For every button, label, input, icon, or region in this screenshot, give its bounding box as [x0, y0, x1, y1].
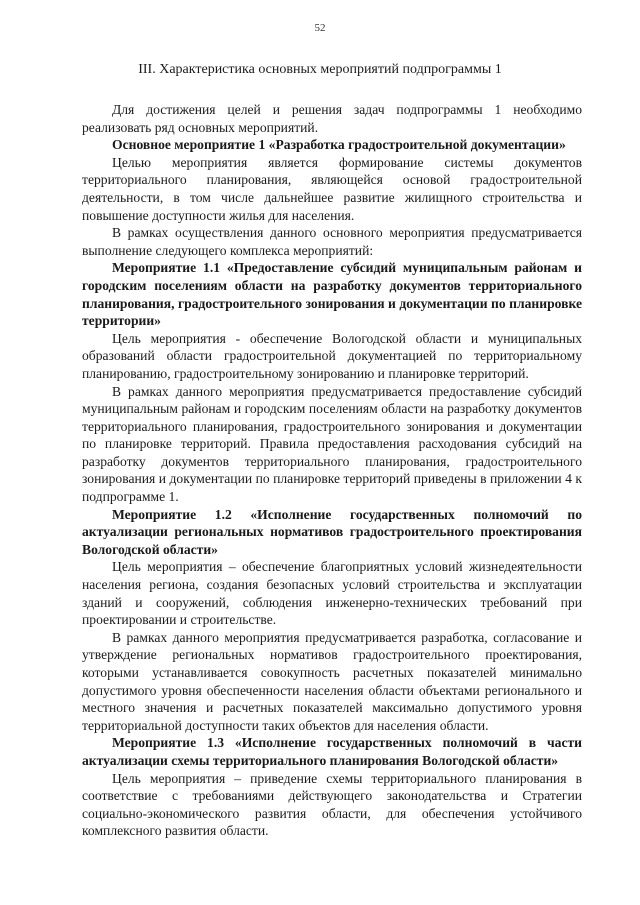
paragraph: Цель мероприятия - обеспечение Вологодской области и муниципальных образований области градостроительной документацией по территориальному планированию, градостроительному зонированию и планировке территорий. — [82, 330, 582, 381]
paragraph: Основное мероприятие 1 «Разработка градостроительной документации» — [112, 137, 566, 153]
paragraph: Для достижения целей и решения задач подпрограммы 1 необходимо реализовать ряд основных мероприятий. — [82, 102, 582, 135]
paragraph: Целью мероприятия является формирование системы документов территориального планирования, являющейся основой градостроительной деятельности, в том числе дальнейшее развитие жилищного строительства и повышение доступности жилья для населения. — [82, 154, 582, 223]
document-body — [82, 101, 582, 840]
paragraph: Мероприятие 1.2 «Исполнение государственных полномочий по актуализации региональных нормативов градостроительного проектирования Вологодской области» — [82, 506, 582, 557]
paragraph: В рамках данного мероприятия предусматривается разработка, согласование и утверждение региональных нормативов градостроительного проектирования, которыми устанавливается совокупность расчетных показателей минимально допустимого уровня обеспеченности населения области объектами регионального и местного значения и расчетных показателей максимально допустимого уровня территориальной доступности таких объектов для населения области. — [82, 629, 582, 733]
paragraph: Цель мероприятия – обеспечение благоприятных условий жизнедеятельности населения региона, создания безопасных условий строительства и эксплуатации зданий и сооружений, соблюдения инженерно-технических требований при проектировании и строительстве. — [82, 559, 582, 628]
paragraph: Мероприятие 1.3 «Исполнение государственных полномочий в части актуализации схемы территориального планирования Вологодской области» — [82, 735, 582, 768]
page-number: 52 — [314, 22, 326, 34]
paragraph: В рамках осуществления данного основного мероприятия предусматривается выполнение следующего комплекса мероприятий: — [82, 225, 582, 258]
paragraph: В рамках данного мероприятия предусматривается предоставление субсидий муниципальным районам и городским поселениям области на разработку документов территориального планирования, градостроительного зонирования и документации по планировке территорий. Правила предоставления расходования субсидий на разработку документов территориального планирования, градостроительного зонирования и документации по планировке территорий приведены в приложении 4 к подпрограмме 1. — [82, 383, 582, 505]
paragraph: Цель мероприятия – приведение схемы территориального планирования в соответствие с требованиями действующего законодательства и Стратегии социально-экономического развития области, для обеспечения устойчивого комплексного развития области. — [82, 770, 582, 839]
paragraph: Мероприятие 1.1 «Предоставление субсидий муниципальным районам и городским поселениям области на разработку документов территориального планирования, градостроительного зонирования и документации по планировке территории» — [82, 260, 582, 329]
section-title: III. Характеристика основных мероприятий подпрограммы 1 — [138, 62, 502, 77]
